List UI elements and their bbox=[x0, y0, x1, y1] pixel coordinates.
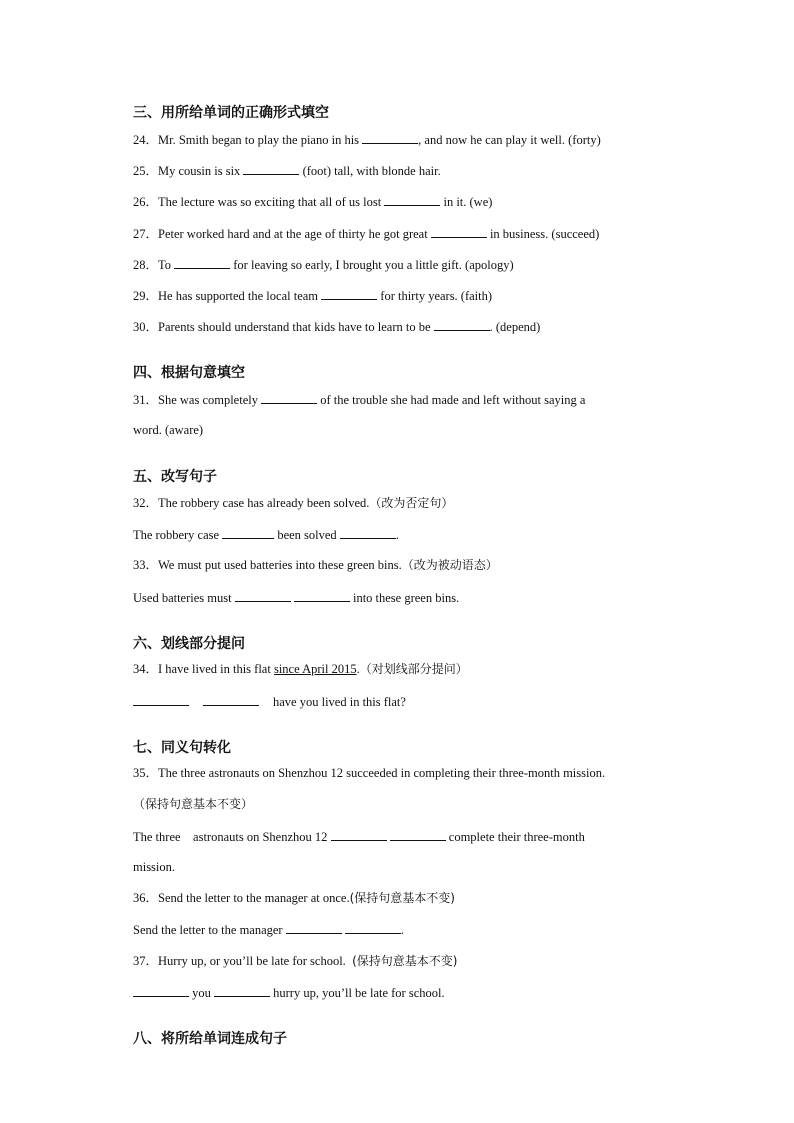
question-25: 25．My cousin is six (foot) tall, with blonde hair. bbox=[133, 164, 441, 178]
question-37-response: you hurry up, you’ll be late for school. bbox=[133, 984, 445, 1001]
question-33: 33．We must put used batteries into these green bins.（改为被动语态） bbox=[133, 558, 498, 572]
answer-blank[interactable] bbox=[222, 526, 274, 539]
question-34: 34．I have lived in this flat since April 2015.（对划线部分提问） bbox=[133, 662, 468, 676]
question-35-note: （保持句意基本不变） bbox=[133, 797, 254, 811]
question-34-response: have you lived in this flat? bbox=[133, 693, 406, 710]
answer-blank[interactable] bbox=[390, 828, 446, 841]
question-35-response-cont: mission. bbox=[133, 860, 176, 874]
section-heading-4: 四、根据句意填空 bbox=[133, 365, 245, 381]
answer-blank[interactable] bbox=[294, 589, 350, 602]
question-32-response: The robbery case been solved . bbox=[133, 528, 399, 542]
answer-blank[interactable] bbox=[261, 391, 317, 404]
question-28: 28．To for leaving so early, I brought you a little gift. (apology) bbox=[133, 258, 514, 272]
answer-blank[interactable] bbox=[243, 162, 299, 175]
question-31: 31．She was completely of the trouble she had made and left without saying a bbox=[133, 393, 586, 407]
answer-blank[interactable] bbox=[362, 131, 418, 144]
question-37: 37．Hurry up, or you’ll be late for school. (保持句意基本不变) bbox=[133, 954, 458, 968]
answer-blank[interactable] bbox=[214, 984, 270, 997]
question-27: 27．Peter worked hard and at the age of thirty he got great in business. (succeed) bbox=[133, 227, 600, 241]
question-36-response: Send the letter to the manager . bbox=[133, 923, 404, 937]
answer-blank[interactable] bbox=[340, 526, 396, 539]
answer-blank[interactable] bbox=[235, 589, 291, 602]
question-32: 32．The robbery case has already been solved.（改为否定句） bbox=[133, 496, 454, 510]
answer-blank[interactable] bbox=[133, 693, 189, 706]
question-33-response: Used batteries must into these green bins. bbox=[133, 591, 460, 605]
answer-blank[interactable] bbox=[133, 984, 189, 997]
section-heading-8: 八、将所给单词连成句子 bbox=[133, 1031, 287, 1047]
question-36: 36．Send the letter to the manager at once.(保持句意基本不变) bbox=[133, 891, 455, 905]
question-31-cont: word. (aware) bbox=[133, 423, 204, 437]
section-heading-6: 六、划线部分提问 bbox=[133, 636, 245, 652]
answer-blank[interactable] bbox=[384, 193, 440, 206]
answer-blank[interactable] bbox=[431, 225, 487, 238]
question-35-response: The three astronauts on Shenzhou 12 complete their three-month bbox=[133, 830, 585, 844]
question-30: 30．Parents should understand that kids have to learn to be . (depend) bbox=[133, 320, 541, 334]
question-24: 24．Mr. Smith began to play the piano in his , and now he can play it well. (forty) bbox=[133, 133, 601, 147]
answer-blank[interactable] bbox=[434, 318, 490, 331]
answer-blank[interactable] bbox=[174, 256, 230, 269]
answer-blank[interactable] bbox=[203, 693, 259, 706]
answer-blank[interactable] bbox=[286, 921, 342, 934]
question-35: 35．The three astronauts on Shenzhou 12 succeeded in completing their three-month mission. bbox=[133, 766, 606, 780]
section-heading-7: 七、同义句转化 bbox=[133, 740, 231, 756]
section-heading-5: 五、改写句子 bbox=[133, 469, 217, 485]
question-26: 26．The lecture was so exciting that all of us lost in it. (we) bbox=[133, 195, 493, 209]
underlined-phrase: since April 2015 bbox=[273, 662, 357, 676]
section-heading-3: 三、用所给单词的正确形式填空 bbox=[133, 105, 329, 121]
answer-blank[interactable] bbox=[331, 828, 387, 841]
answer-blank[interactable] bbox=[321, 287, 377, 300]
answer-blank[interactable] bbox=[345, 921, 401, 934]
question-29: 29．He has supported the local team for thirty years. (faith) bbox=[133, 289, 493, 303]
